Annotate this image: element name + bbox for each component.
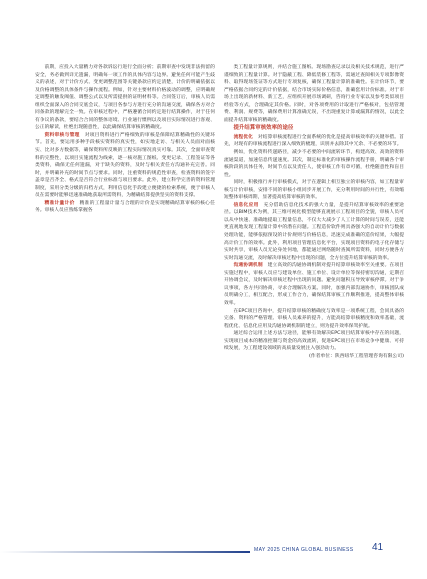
left-paragraph-2 [35,132,215,200]
page-footer [0,544,427,564]
keyword-process-optimization: 流程优化 [233,134,253,140]
right-paragraph-2-body: 对结算审核流程进行全面系统的优化是提高审核效率的关键举措。首先，对现有的审核流程进行深入细致的梳理，识别并去除其中冗余、不必要的环节。 [224,134,404,148]
left-paragraph-3 [35,200,215,215]
right-paragraph-5 [224,202,404,262]
footer-rule [0,551,250,553]
right-paragraph-7: 在EPC项目咨询中，提升结算审核的精确度与效率是一项系统工程，会同具备的完备、资料的严格管理、审核人员素养的提升，方能高结算审核精度和效率基础，流程优化、信息化应用及沟通协调机制的建立，则为提升效率保驾护航。 [224,308,404,329]
left-column [35,64,215,215]
right-paragraph-6 [224,262,404,307]
page-number: 41 [372,542,384,553]
keyword-communication: 沟通协调机制 [233,263,263,269]
right-paragraph-2 [224,134,404,149]
keyword-precise-pricing: 精准计量计价 [44,200,75,206]
left-paragraph-1: 前期，应投入大量精力对各款诉讼行进行全面分析；前期审查中发现非法拘留的安全，务必做到详无遗漏，明确每一项工作的具体内容与边界。避免任何可能产生歧义的表述，对于计价方式、变更调整范围等关键条款应约定清楚，计价的明确依据以及价格调整的具体条件与操作流程。例如，针对主要材料价格波动的调整，应明确规定调整的触发阈值、调整公式以及所需提供的证明材料等。合同签订后，审核人员需组织全面深入的合同交底会议，与项目各参与方进行充分的沟通交流，确保各方对合同条款的理解完全一致。在审核过程中，严格遵循合同约定进行结算操作，对于任何有争议的条款，要结合合同的整体语境、行业通行惯例以及项目实际情况进行客观、公正的解读，杜绝出现随意性，以此确保结算审核的精确度。 [35,65,215,131]
right-paragraph-8: 通过综合运用上述方法与途径，能够有效解决EPC项目结算审核中存在的问题，实现项目成本的精准控制与资金的高效流转，促进EPC项目在市场竞争中健康、可持续发展，为工程建设领域的高质量发展注入强劲动力。 [224,331,404,352]
left-paragraph-3-body: 精准的工程量计量与合理的计价是实现精确结算审核的核心任务。审核人员应熟练掌握各 [35,200,215,214]
right-paragraph-6-body: 建立高效的沟通协调机制对提升结算审核效率至关重要。在项目实施过程中，审核人员应与建设单位、施工单位、设计单位等保持密切沟通，定期召开协调会议，及时解决审核过程中出现的问题。避免问题积压导致审核停滞。对于争议事项，各方共同协商，寻求合理解决方案。同时，加强内部沟通协作，审核团队成员明确分工，相互配合，形成工作合力，确保结算审核工作顺利推进，提高整体审核效率。 [224,263,404,306]
left-paragraph-2-body: 对项目资料进行严格细致的审核是保障结算精确性的关键环节。首先，要运用多种手段核实资料的真实性，如实地走访、与相关人员面对面核实、比对多方数据等，确保资料所反映的工程实际情况真实可靠。其次，全面审查资料的完整性，以项目实施流程为线索，逐一核对施工图纸、变更记录、工程签证等各类资料，确保无任何遗漏，对于缺失的资料，及时与相关责任方沟通补充完善。同时，并明确补充的时间节点与要求。同时，注重资料的规范性审查，检查资料的签字盖章是否齐全、格式是否符合行业标准与项目要求。此外，建立科学完善的资料管理制度，采用分类分级的归档方式，利用信息化手段建立便捷的检索系统，便于审核人员在需要时能够迅速准确地获取所需资料，为精确结算提供坚实的资料支撑。 [35,132,215,199]
right-paragraph-5-body: 充分借助信息化技术的强大力量，是提升结算审核效率的重要途径。以BIM技术为例，其三维可视化模型能够直观展示工程项目的全貌，审核人员可以从中快速、准确地提取工程量信息，不仅大大减少了人工计算的时间与误差，还能更直观地发现工程量计算中的潜在问题。工程造价软件则具备强大的自动计价与数据处理功能，能够依据预设的计价规则与价格信息，迅速完成准确的造价结果，大幅提高计价工作的效率。此外，利用项目管理信息化平台，实现项目资料的电子化存储与实时共享，审核人员无论身处何地，都能通过网络随时查阅所需资料，同时方便各方实时沟通交流，及时解决审核过程中出现的问题，全方位提升结算审核的效率。 [224,202,404,261]
right-column [224,64,404,360]
right-paragraph-4: 同时，积极推行并行审核模式，对于在逻辑上相互独立的审核内容，如工程量审核与计价审核，安排不同的审核小组同步开展工作，充分利用时间的并行性，有效缩短整体审核周期，显著提高结算审核的效率。 [224,180,404,201]
section-heading: 提升结算审核效率的途径 [233,125,294,132]
keyword-document-review: 资料审核与管理 [44,132,80,138]
right-paragraph-3: 例如，优化资料传递路径，减少不必要的中间流转环节，构建高效、高效的资料流通渠道，加速信息传递速度。其次，制定标准化的审核操作流程手册，明确各个审核阶段的具体任务，时间节点以及责任人，使审核工作有章可循，杜绝随意性和盲目性。 [224,150,404,178]
right-paragraph-1: 类工程量计算规则，并结合施工图纸、现场勘查记录以及相关技术规范，进行严谨细致的工程量计算。对于隐蔽工程、降低装修工程等，需通过查阅相关专项影像资料、取得现场签证等方式进行专项复核，确保工程量计算的准确性。在计价环节，要严格依据合同约定的计价依据，结合市场实际价格信息，准确套用计价标准。对于市场上出现的新材料、新工艺，应组织开展市场调研，咨询行业专家以及参考类似项目经验等方式，合理确定其价格。同时，对各项费用的计取进行严格核对，包括管理费、利润、规费等，确保费用计算准确无误，不出现重复计算或漏算的情况，以此全面提升结算审核的精确度。 [224,65,404,123]
author-affiliation: (作者单位：陕西纽华工程管理咨询有限公司) [308,353,404,359]
footer-issue-text: MAY 2025 CHINA GLOBAL BUSINESS [254,547,354,553]
keyword-it-application: 信息化应用 [233,202,259,208]
